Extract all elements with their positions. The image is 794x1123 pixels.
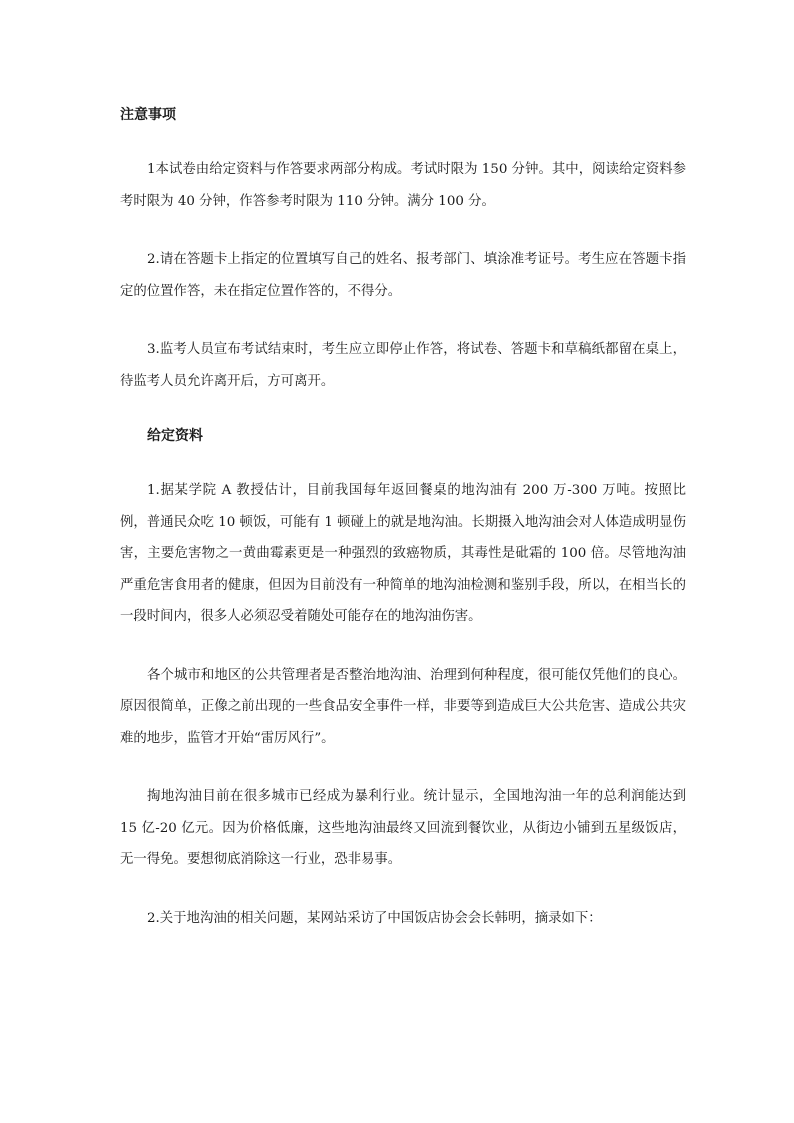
notice-heading: 注意事项	[120, 107, 176, 123]
material-paragraph-4: 2.关于地沟油的相关问题，某网站采访了中国饭店协会会长韩明，摘录如下：	[147, 910, 602, 926]
material-paragraph-3: 掏地沟油目前在很多城市已经成为暴利行业。统计显示，全国地沟油一年的总利润能达到 15 亿-20 亿元。因为价格低廉，这些地沟油最终又回流到餐饮业，从街边小铺到五星级饭店，无一得免。要想彻底消除这一行业，恐非易事。	[120, 789, 686, 867]
notice-item-1: 1本试卷由给定资料与作答要求两部分构成。考试时限为 150 分钟。其中，阅读给定资料参考时限为 40 分钟，作答参考时限为 110 分钟。满分 100 分。	[120, 162, 686, 209]
material-paragraph-2: 各个城市和地区的公共管理者是否整治地沟油、治理到何种程度，很可能仅凭他们的良心。原因很简单，正像之前出现的一些食品安全事件一样，非要等到造成巨大公共危害、造成公共灾难的地步，监管才开始“雷厉风行”。	[120, 667, 686, 746]
materials-heading: 给定资料	[147, 428, 203, 444]
material-paragraph-1: 1.据某学院 A 教授估计，目前我国每年返回餐桌的地沟油有 200 万-300 万吨。按照比例，普通民众吃 10 顿饭，可能有 1 顿碰上的就是地沟油。长期摄入地沟油会对人体造成明显伤害，主要危害物之一黄曲霉素更是一种强烈的致癌物质，其毒性是砒霜的 100 倍。尽管地沟油严重危害食用者的健康，但因为目前没有一种简单的地沟油检测和鉴别手段，所以，在相当长的一段时间内，很多人必须忍受着随处可能存在的地沟油伤害。	[120, 483, 686, 624]
document-page	[120, 103, 686, 961]
notice-item-2: 2.请在答题卡上指定的位置填写自己的姓名、报考部门、填涂准考证号。考生应在答题卡指定的位置作答，未在指定位置作答的，不得分。	[120, 252, 686, 299]
notice-item-3: 3.监考人员宣布考试结束时，考生应立即停止作答，将试卷、答题卡和草稿纸都留在桌上，待监考人员允许离开后，方可离开。	[120, 342, 686, 389]
